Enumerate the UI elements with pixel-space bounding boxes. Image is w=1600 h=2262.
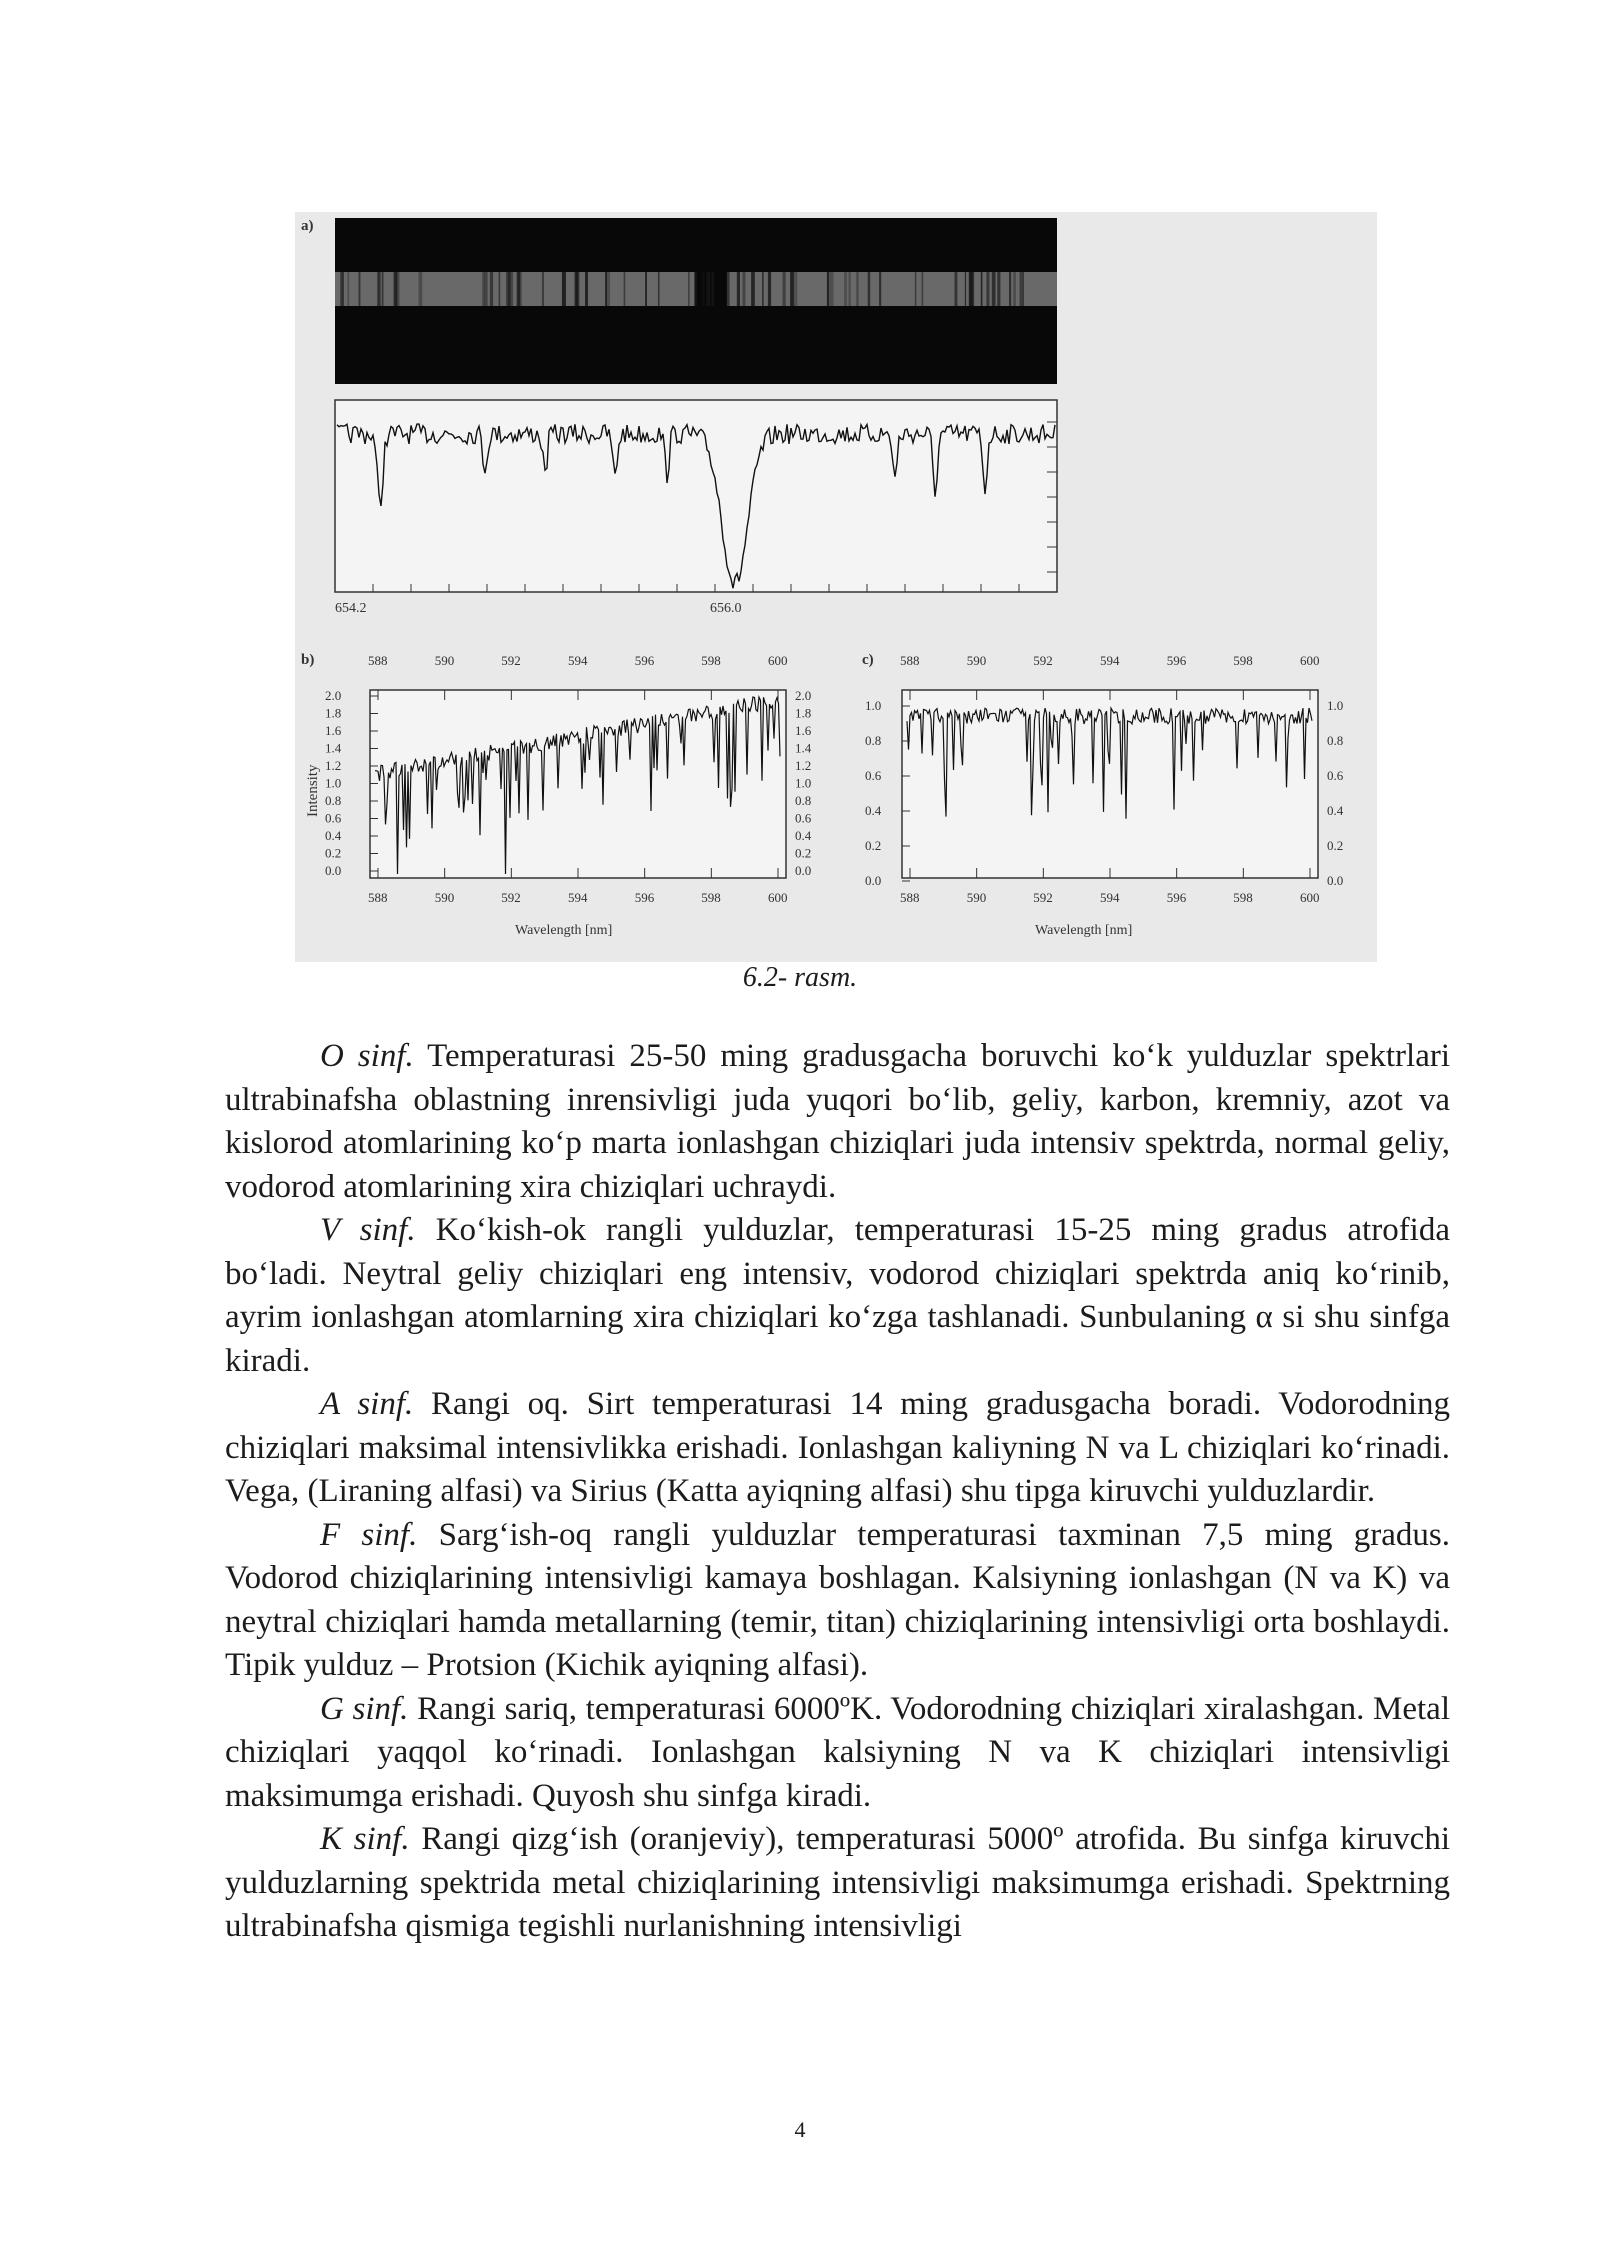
spectrum-strip-line (377, 272, 380, 306)
wavelength-tick-label: 588 (368, 653, 388, 668)
spectrum-strip-line (856, 272, 858, 306)
spectrum-strip-line (830, 272, 834, 306)
paragraph-text: Rangi sariq, temperaturasi 6000ºK. Vodorodning chiziqlari xiralashgan. Metal chiziqlari yaqqol ko‘rinadi. Ionlashgan kalsiyning N va K chiziqlari intensivligi maksimumga erishadi. Quyosh shu sinfga kiradi. (225, 1690, 1450, 1814)
class-name: F sinf. (320, 1516, 418, 1553)
spectrum-strip-line (737, 272, 740, 306)
panel-b-y-tick-label: 1.0 (325, 775, 342, 791)
panel-b-y-tick-label: 1.4 (325, 740, 342, 756)
wavelength-tick-label: 590 (434, 653, 455, 668)
spectrum-strip-line (542, 272, 544, 306)
panel-b-y-tick-label: 0.2 (325, 845, 342, 861)
panel-a-tick-label: 656.0 (710, 601, 742, 616)
paragraph-text: Sarg‘ish-oq rangli yulduzlar temperaturasi taxminan 7,5 ming gradus. Vodorod chiziqlarining intensivligi kamaya boshlagan. Kalsiyning ionlashgan (N va K) va neytral chiziqlari hamda metallarning (temir, titan) chiziqlarining intensivligi orta boshlaydi. Tipik yulduz – Protsion (Kichik ayiqning alfasi). (225, 1516, 1450, 1683)
wavelength-tick-label: 588 (368, 890, 388, 905)
wavelength-tick-label: 590 (966, 653, 987, 668)
panel-b-y-tick-label: 1.2 (795, 758, 812, 773)
spectrum-strip-line (341, 272, 344, 306)
panel-b-x-axis-label: Wavelength [nm] (515, 923, 613, 938)
spectrum-strip-line (658, 272, 660, 306)
spectrum-strip-line (922, 272, 924, 306)
wavelength-tick-label: 594 (568, 653, 588, 668)
spectrum-strip-line (702, 272, 704, 306)
paragraph-text: Rangi qizg‘ish (oranjeviy), temperaturasi 5000º atrofida. Bu sinfga kiruvchi yulduzlarning spektrida metal chiziqlarining intensivligi maksimumga erishadi. Spektrning ultrabinafsha qismiga tegishli nurlanishning intensivligi (225, 1821, 1450, 1944)
wavelength-tick-label: 600 (768, 653, 788, 668)
spectrum-strip-line (1013, 272, 1015, 306)
wavelength-tick-label: 598 (1233, 890, 1253, 905)
spectrum-strip-line (1020, 272, 1023, 306)
panel-c-y-tick-label: 1.0 (1327, 698, 1344, 713)
wavelength-tick-label: 592 (1033, 653, 1053, 668)
panel-c-label: c) (862, 652, 874, 668)
panel-c-y-tick-label: 0.4 (865, 803, 882, 818)
panel-b-y-tick-label: 1.0 (795, 775, 812, 791)
wavelength-tick-label: 590 (966, 890, 987, 905)
spectrum-strip-line (751, 272, 755, 306)
spectrum-strip-line (517, 272, 520, 306)
wavelength-tick-label: 588 (900, 890, 920, 905)
wavelength-tick-label: 594 (1100, 653, 1120, 668)
spectrum-strip-halpha-gap (695, 264, 727, 314)
paragraph-v-class (225, 1209, 1450, 1383)
spectrum-strip-line (359, 272, 361, 306)
class-name: O sinf. (320, 1038, 414, 1074)
panel-b-y-tick-label: 0.6 (795, 810, 812, 826)
spectrum-strip-line (727, 272, 730, 306)
spectrum-strip-line (981, 272, 983, 306)
panel-c-y-tick-label: 0.2 (865, 838, 882, 853)
y-axis-label: Intensity (305, 764, 321, 817)
panel-c-y-tick-label: 0.0 (865, 873, 882, 888)
spectrum-strip-line (783, 272, 786, 306)
panel-c-y-tick-label: 0.0 (1327, 873, 1344, 888)
panel-b-y-tick-label: 0.4 (325, 828, 342, 843)
wavelength-tick-label: 596 (634, 890, 655, 905)
spectrum-strip-line (915, 272, 916, 306)
spectrum-strip-line (606, 272, 610, 306)
paragraph-a-class (225, 1383, 1450, 1514)
wavelength-tick-label: 594 (1100, 890, 1120, 905)
wavelength-tick-label: 592 (1033, 890, 1053, 905)
panel-b-y-tick-label: 1.8 (795, 705, 812, 721)
spectrum-strip-line (624, 272, 626, 306)
wavelength-tick-label: 596 (1166, 653, 1187, 668)
spectrum-strip-line (848, 272, 851, 306)
panel-c-x-axis-label: Wavelength [nm] (1035, 923, 1133, 938)
wavelength-tick-label: 592 (501, 890, 521, 905)
panel-b-y-tick-label: 1.2 (325, 758, 342, 773)
wavelength-tick-label: 598 (701, 653, 721, 668)
wavelength-tick-label: 588 (900, 653, 920, 668)
paragraph-text: Ko‘kish-ok rangli yulduzlar, temperaturasi 15-25 ming gradus atrofida bo‘ladi. Neytral geliy chiziqlari eng intensiv, vodorod chiziqlari spektrda aniq ko‘rinib, ayrim ionlashgan atomlarning xira chiziqlari ko‘zga tashlanadi. Sunbulaning α si shu sinfga kiradi. (225, 1212, 1451, 1379)
paragraph-text: Temperaturasi 25-50 ming gradusgacha boruvchi ko‘k yulduzlar spektrlari ultrabinafsha oblastning inrensivligi juda yuqori bo‘lib, geliy, karbon, kremniy, azot va kislorod atomlarining ko‘p marta ionlashgan chiziqlari juda intensiv spektrda, normal geliy, vodorod atomlarining xira chiziqlari uchraydi. (225, 1038, 1451, 1205)
panel-b-y-tick-label: 1.8 (325, 705, 342, 721)
spectrum-strip-line (992, 272, 996, 306)
spectrum-strip-line (645, 272, 647, 306)
panel-b-y-tick-label: 0.8 (795, 793, 812, 808)
spectrum-strip-line (743, 272, 746, 306)
spectrum-strip-line (562, 272, 566, 306)
panel-b-y-tick-label: 2.0 (325, 688, 342, 703)
panel-c-y-tick-label: 1.0 (865, 698, 882, 713)
spectrum-strip-line (694, 272, 697, 306)
panel-a-plot-frame (335, 400, 1057, 592)
panel-c-y-tick-label: 0.6 (865, 768, 882, 783)
spectrum-strip-line (1009, 272, 1011, 306)
spectrum-strip-line (585, 272, 588, 306)
panel-a-label: a) (301, 218, 314, 234)
body-text (225, 1035, 1450, 1949)
spectrum-strip-line (490, 272, 493, 306)
panel-b-y-tick-label: 1.4 (795, 740, 812, 756)
wavelength-tick-label: 600 (1300, 653, 1320, 668)
panel-b-y-tick-label: 0.6 (325, 810, 342, 826)
wavelength-tick-label: 592 (501, 653, 521, 668)
spectrum-strip-line (499, 272, 501, 306)
paragraph-o-class (225, 1035, 1450, 1209)
page-number: 4 (794, 2117, 806, 2142)
panel-c-y-tick-label: 0.2 (1327, 838, 1344, 853)
panel-c-y-tick-label: 0.8 (865, 733, 882, 748)
wavelength-tick-label: 590 (434, 890, 455, 905)
spectrum-strip-line (997, 272, 1000, 306)
spectrum-strip-line (688, 272, 689, 306)
panel-b-label: b) (301, 652, 315, 668)
class-name: K sinf. (320, 1821, 410, 1857)
spectrum-strip-line (879, 272, 881, 306)
wavelength-tick-label: 600 (768, 890, 788, 905)
spectrum-strip-line (1023, 272, 1024, 306)
paragraph-g-class (225, 1688, 1450, 1819)
panel-b-y-tick-label: 0.0 (795, 863, 812, 878)
panel-b-y-tick-label: 1.6 (795, 723, 812, 738)
paragraph-f-class (225, 1514, 1450, 1688)
figure-caption: 6.2- rasm. (742, 962, 858, 993)
panel-a-tick-label: 654.2 (335, 601, 367, 616)
spectrum-strip-line (382, 272, 384, 306)
spectrum-strip-line (575, 272, 577, 306)
spectrum-strip-line (986, 272, 989, 306)
panel-c-y-tick-label: 0.8 (1327, 733, 1344, 748)
spectrum-strip-line (844, 272, 847, 306)
spectrum-strip-line (708, 272, 711, 306)
panel-b-y-tick-label: 0.4 (795, 828, 812, 843)
spectrum-strip-line (955, 272, 958, 306)
panel-c-y-tick-label: 0.4 (1327, 803, 1344, 818)
panel-b-y-tick-label: 1.6 (325, 723, 342, 738)
spectra-figure-svg (295, 212, 1377, 962)
spectrum-strip-line (484, 272, 487, 306)
spectrum-strip-line (827, 272, 829, 306)
paragraph-text: Rangi oq. Sirt temperaturasi 14 ming gradusgacha boradi. Vodorodning chiziqlari maksimal intensivlikka erishadi. Ionlashgan kaliyning N va L chiziqlari ko‘rinadi. Vega, (Liraning alfasi) va Sirius (Katta ayiqning alfasi) shu tipga kiruvchi yulduzlardir. (225, 1386, 1450, 1509)
wavelength-tick-label: 596 (634, 653, 655, 668)
spectrum-strip-line (762, 272, 763, 306)
spectra-figure (295, 212, 1377, 962)
class-name: A sinf. (320, 1386, 414, 1422)
panel-b-y-tick-label: 0.0 (325, 863, 342, 878)
spectrum-strip-line (712, 272, 715, 306)
spectrum-strip-line (394, 272, 397, 306)
wavelength-tick-label: 598 (701, 890, 721, 905)
wavelength-tick-label: 594 (568, 890, 588, 905)
spectrum-strip-line (868, 272, 871, 306)
spectrum-strip-line (768, 272, 771, 306)
paragraph-k-class (225, 1818, 1450, 1949)
panel-b-y-tick-label: 2.0 (795, 688, 812, 703)
spectrum-strip-line (790, 272, 794, 306)
panel-c-y-tick-label: 0.6 (1327, 768, 1344, 783)
panel-b-y-tick-label: 0.8 (325, 793, 342, 808)
panel-b-y-tick-label: 0.2 (795, 845, 812, 861)
spectrum-strip-line (508, 272, 511, 306)
spectrum-strip-line (419, 272, 423, 306)
spectrum-strip-line (972, 272, 975, 306)
spectrum-strip-line (348, 272, 350, 306)
wavelength-tick-label: 600 (1300, 890, 1320, 905)
wavelength-tick-label: 598 (1233, 653, 1253, 668)
spectrum-strip-line (794, 272, 798, 306)
wavelength-tick-label: 596 (1166, 890, 1187, 905)
class-name: G sinf. (320, 1690, 409, 1727)
class-name: V sinf. (320, 1212, 416, 1248)
spectrum-strip-line (965, 272, 966, 306)
